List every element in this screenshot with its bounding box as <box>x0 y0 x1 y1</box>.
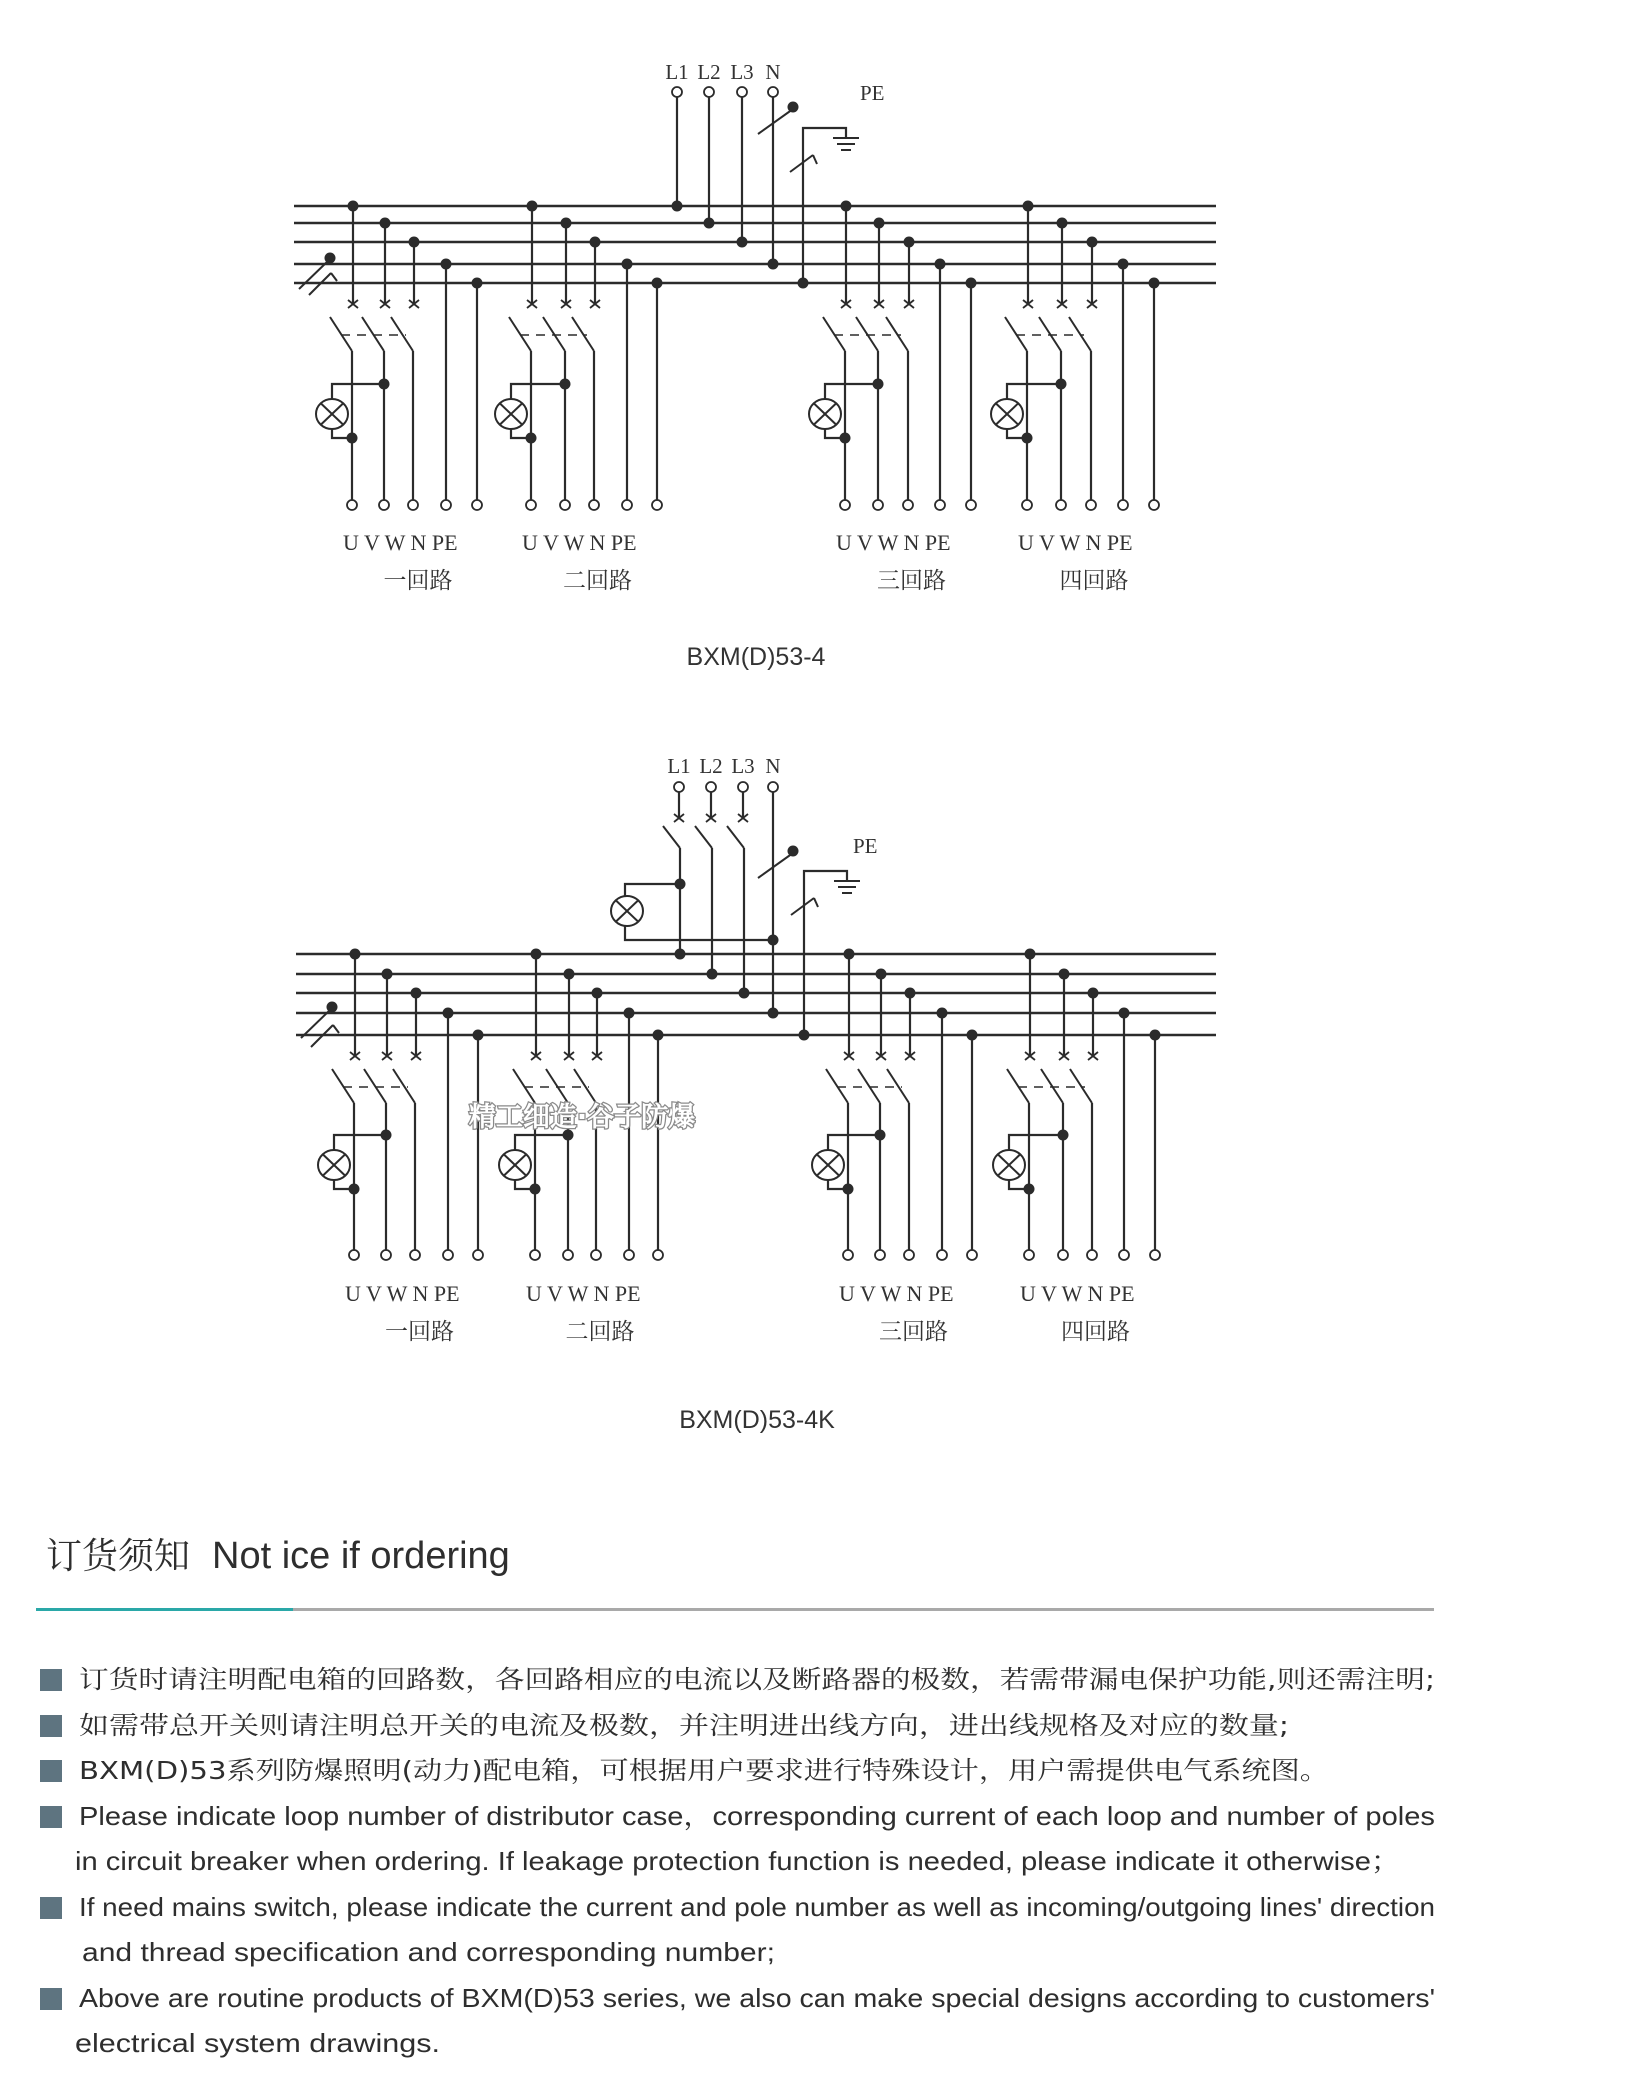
note-text: If need mains switch, please indicate the current and pole number as well as incoming/outgoing lines' direction <box>79 1891 1436 1922</box>
junction-dot <box>843 1184 854 1195</box>
terminal-circle <box>672 87 682 97</box>
note-text: and thread specification and corresponding number; <box>82 1937 775 1967</box>
lamp-wire <box>334 1135 386 1150</box>
bullet-square-icon <box>40 1669 62 1691</box>
circuit-name: 三回路 <box>877 568 946 593</box>
incoming-label: N <box>765 754 781 778</box>
terminal-circle <box>443 1250 453 1260</box>
terminal-circle <box>935 500 945 510</box>
breaker-blade <box>1005 317 1027 351</box>
breaker-blade <box>546 1069 568 1103</box>
terminal-circle <box>768 782 778 792</box>
junction-dot <box>347 433 358 444</box>
junction-dot <box>704 218 715 229</box>
note-text: in circuit breaker when ordering. If leakage protection function is needed, please indicate it otherwise； <box>75 1846 1401 1876</box>
lamp-wire <box>511 384 565 399</box>
pe-switch-blade <box>790 155 813 172</box>
terminal-circle <box>624 1250 634 1260</box>
breaker-blade <box>362 317 384 351</box>
junction-dot <box>739 988 750 999</box>
terminal-circle <box>1149 500 1159 510</box>
lamp-wire <box>825 384 878 399</box>
terminal-circle <box>706 782 716 792</box>
terminal-labels: U V W N PE <box>526 1281 641 1306</box>
terminal-circle <box>1119 1250 1129 1260</box>
terminal-circle <box>1118 500 1128 510</box>
note-text: Above are routine products of BXM(D)53 series, we also can make special designs according to customers' <box>79 1982 1436 2013</box>
note-item <box>40 1657 1440 1703</box>
terminal-circle <box>1022 500 1032 510</box>
breaker-blade <box>509 317 531 351</box>
main-breaker-blade <box>727 826 744 848</box>
junction-dot <box>840 433 851 444</box>
heading-cn: 订货须知 <box>46 1536 191 1577</box>
diagram-bxm-d-53-4k <box>296 754 1216 1344</box>
terminal-labels: U V W N PE <box>343 530 458 555</box>
incoming-label: L2 <box>699 754 723 778</box>
incoming-label: L1 <box>665 60 689 84</box>
breaker-blade <box>1007 1069 1029 1103</box>
note-text: electrical system drawings. <box>75 2028 440 2058</box>
bullet-square-icon <box>40 1897 62 1919</box>
note-item <box>40 1794 1440 1840</box>
diagram-caption: BXM(D)53-4 <box>686 643 826 671</box>
lamp-wire <box>828 1135 880 1150</box>
breaker-blade <box>856 317 878 351</box>
breaker-blade <box>1069 317 1091 351</box>
breaker-blade <box>823 317 845 351</box>
terminal-circle <box>408 500 418 510</box>
neutral-switch-blade <box>758 853 793 878</box>
incoming-label: L2 <box>697 60 721 84</box>
junction-dot <box>325 253 336 264</box>
divider-accent <box>36 1608 293 1611</box>
terminal-labels: U V W N PE <box>1020 1281 1135 1306</box>
terminal-circle <box>622 500 632 510</box>
main-breaker-blade <box>695 826 712 848</box>
circuit-name: 二回路 <box>563 568 632 593</box>
junction-dot <box>788 846 799 857</box>
ordering-notice-heading <box>46 1530 510 1580</box>
terminal-circle <box>840 500 850 510</box>
note-item-continuation <box>40 2021 1440 2067</box>
terminal-circle <box>1056 500 1066 510</box>
pe-switch-contact <box>813 155 817 164</box>
junction-dot <box>737 237 748 248</box>
circuit-name: 二回路 <box>565 1319 635 1344</box>
junction-dot <box>707 969 718 980</box>
breaker-blade <box>572 317 594 351</box>
breaker-blade <box>391 317 413 351</box>
junction-dot <box>675 949 686 960</box>
terminal-circle <box>1087 1250 1097 1260</box>
terminal-circle <box>530 1250 540 1260</box>
circuit-name: 一回路 <box>383 568 453 593</box>
lamp-wire <box>515 1135 568 1150</box>
bullet-square-icon <box>40 1715 62 1737</box>
junction-dot <box>530 1184 541 1195</box>
terminal-circle <box>349 1250 359 1260</box>
terminal-circle <box>379 500 389 510</box>
note-text: Please indicate loop number of distributor case，corresponding current of each loop and number of poles <box>79 1800 1435 1831</box>
terminal-circle <box>704 87 714 97</box>
terminal-circle <box>591 1250 601 1260</box>
terminal-circle <box>1150 1250 1160 1260</box>
incoming-label: L3 <box>731 754 755 778</box>
breaker-blade <box>543 317 565 351</box>
breaker-blade <box>886 317 908 351</box>
terminal-circle <box>903 500 913 510</box>
terminal-circle <box>674 782 684 792</box>
note-text: 订货时请注明配电箱的回路数，各回路相应的电流以及断路器的极数，若需带漏电保护功能,则还需注明; <box>79 1665 1435 1694</box>
terminal-labels: U V W N PE <box>839 1281 954 1306</box>
junction-dot <box>1022 433 1033 444</box>
lamp-wire <box>1009 1135 1063 1150</box>
pe-switch-blade <box>791 898 814 915</box>
bullet-square-icon <box>40 1806 62 1828</box>
breaker-blade <box>1041 1069 1063 1103</box>
lamp-wire <box>625 884 680 896</box>
terminal-circle <box>966 500 976 510</box>
terminal-circle <box>967 1250 977 1260</box>
terminal-circle <box>768 87 778 97</box>
circuit-name: 一回路 <box>385 1319 454 1344</box>
terminal-circle <box>875 1250 885 1260</box>
junction-dot <box>1024 1184 1035 1195</box>
bullet-square-icon <box>40 1988 62 2010</box>
circuit-name: 四回路 <box>1061 1319 1130 1344</box>
lamp-wire <box>625 926 773 940</box>
terminal-circle <box>843 1250 853 1260</box>
junction-dot <box>349 1184 360 1195</box>
incoming-label: L3 <box>730 60 754 84</box>
incoming-label: N <box>765 60 781 84</box>
junction-dot <box>799 1030 810 1041</box>
pe-switch-contact <box>814 898 818 907</box>
terminal-circle <box>652 500 662 510</box>
pe-label: PE <box>860 81 885 105</box>
breaker-blade <box>826 1069 848 1103</box>
circuit-name: 四回路 <box>1059 568 1129 593</box>
terminal-circle <box>737 87 747 97</box>
junction-dot <box>672 201 683 212</box>
terminal-circle <box>560 500 570 510</box>
breaker-blade <box>1039 317 1061 351</box>
junction-dot <box>798 278 809 289</box>
junction-dot <box>768 1008 779 1019</box>
switch-contact <box>331 273 337 281</box>
terminal-circle <box>347 500 357 510</box>
terminal-circle <box>738 782 748 792</box>
breaker-blade <box>393 1069 415 1103</box>
terminal-circle <box>526 500 536 510</box>
ordering-notes-list <box>40 1657 1440 2067</box>
heading-en: Not ice if ordering <box>212 1535 510 1577</box>
junction-dot <box>526 433 537 444</box>
diagram-bxm-d-53-4 <box>294 60 1216 593</box>
note-item-continuation <box>40 1930 1440 1976</box>
breaker-blade <box>332 1069 354 1103</box>
breaker-blade <box>574 1069 596 1103</box>
lamp-wire <box>332 384 384 399</box>
breaker-blade <box>1070 1069 1092 1103</box>
junction-dot <box>788 102 799 113</box>
note-text: BXM(D)53系列防爆照明(动力)配电箱，可根据用户要求进行特殊设计，用户需提供电气系统图。 <box>79 1756 1329 1785</box>
terminal-circle <box>1086 500 1096 510</box>
breaker-blade <box>513 1069 535 1103</box>
watermark: 精工细造·谷子防爆 <box>468 1102 696 1133</box>
terminal-labels: U V W N PE <box>836 530 951 555</box>
lamp-wire <box>1007 384 1061 399</box>
terminal-circle <box>441 500 451 510</box>
terminal-circle <box>589 500 599 510</box>
terminal-labels: U V W N PE <box>345 1281 460 1306</box>
neutral-switch-blade <box>758 109 793 134</box>
breaker-blade <box>330 317 352 351</box>
diagram-caption: BXM(D)53-4K <box>679 1406 835 1434</box>
terminal-circle <box>563 1250 573 1260</box>
main-breaker-blade <box>663 826 680 848</box>
bullet-square-icon <box>40 1760 62 1782</box>
note-item <box>40 1976 1440 2022</box>
breaker-blade <box>364 1069 386 1103</box>
terminal-circle <box>1024 1250 1034 1260</box>
switch-contact <box>333 1025 339 1033</box>
terminal-circle <box>473 1250 483 1260</box>
note-item <box>40 1748 1440 1794</box>
breaker-blade <box>887 1069 909 1103</box>
terminal-labels: U V W N PE <box>1018 530 1133 555</box>
junction-dot <box>768 259 779 270</box>
terminal-circle <box>653 1250 663 1260</box>
pe-label: PE <box>853 834 878 858</box>
terminal-circle <box>410 1250 420 1260</box>
section-divider <box>36 1608 1434 1611</box>
note-item-continuation <box>40 1839 1440 1885</box>
breaker-blade <box>858 1069 880 1103</box>
incoming-label: L1 <box>667 754 691 778</box>
terminal-circle <box>904 1250 914 1260</box>
terminal-circle <box>381 1250 391 1260</box>
note-item <box>40 1703 1440 1749</box>
terminal-circle <box>1058 1250 1068 1260</box>
terminal-circle <box>937 1250 947 1260</box>
circuit-name: 三回路 <box>879 1319 948 1344</box>
junction-dot <box>327 1002 338 1013</box>
terminal-circle <box>472 500 482 510</box>
note-text: 如需带总开关则请注明总开关的电流及极数，并注明进出线方向，进出线规格及对应的数量; <box>79 1710 1290 1740</box>
note-item <box>40 1885 1440 1931</box>
terminal-circle <box>873 500 883 510</box>
terminal-labels: U V W N PE <box>522 530 637 555</box>
